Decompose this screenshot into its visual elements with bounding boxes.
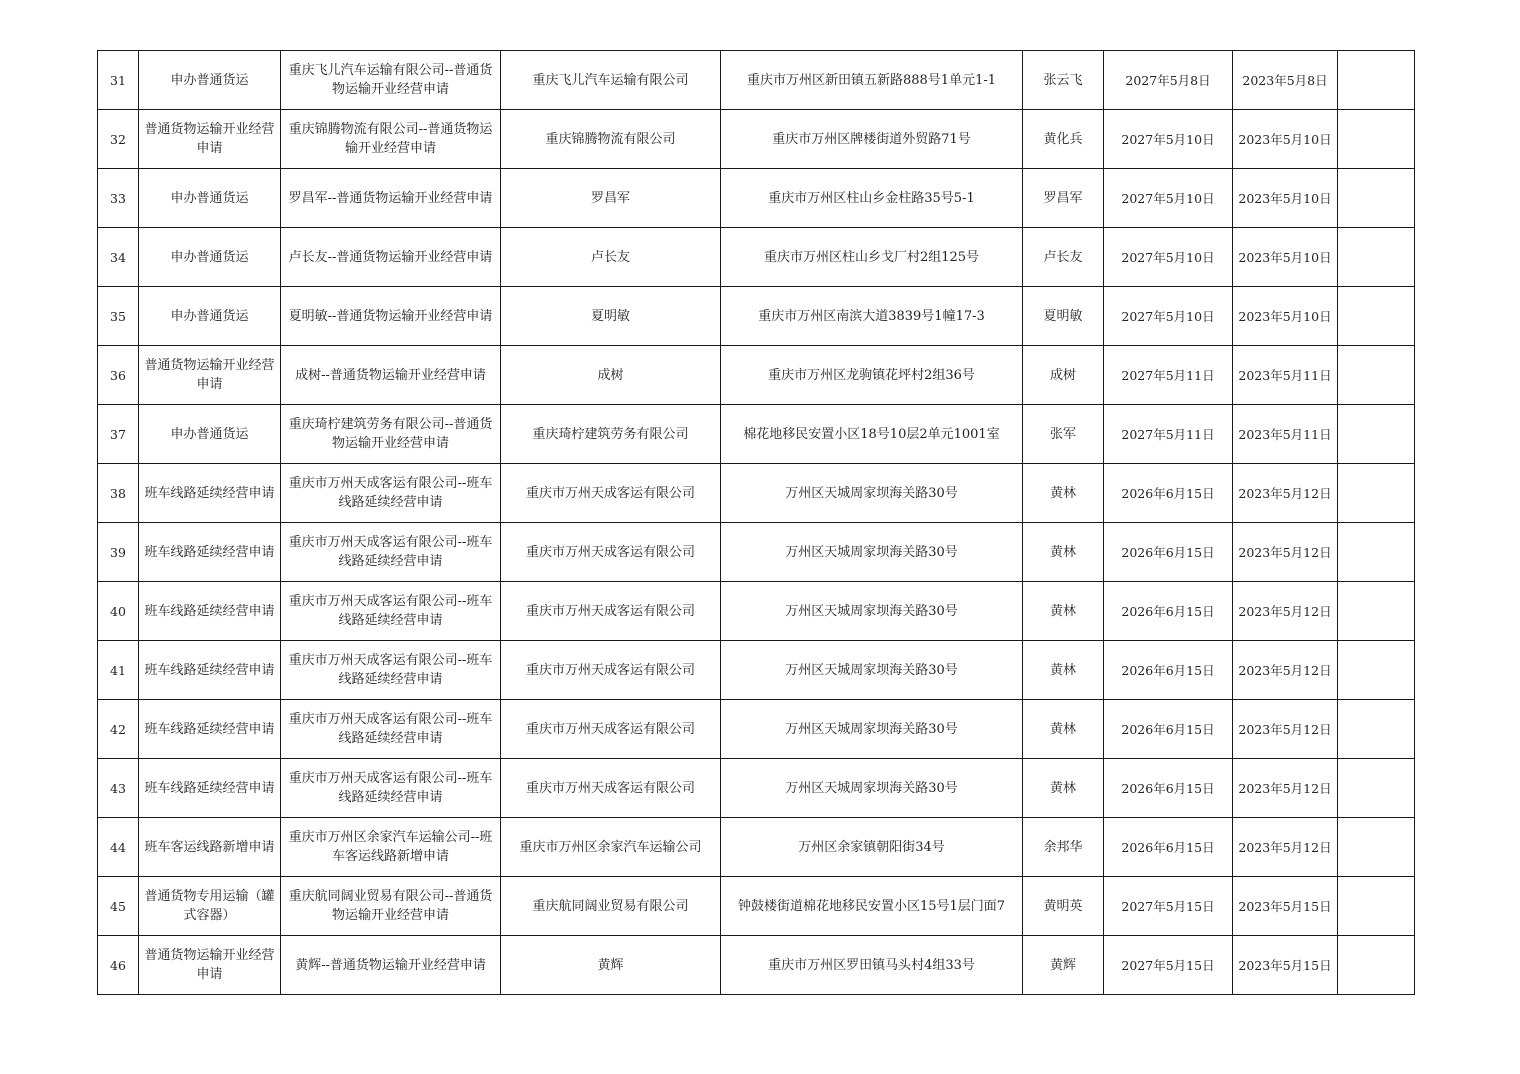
row-number-cell: 39 [98, 523, 139, 582]
contact-person-cell: 张云飞 [1023, 51, 1104, 110]
remark-cell [1338, 641, 1415, 700]
company-name-cell: 重庆市万州天成客运有限公司 [501, 641, 721, 700]
row-number-cell: 44 [98, 818, 139, 877]
issue-date-cell: 2023年5月12日 [1233, 641, 1338, 700]
remark-cell [1338, 818, 1415, 877]
application-item-cell: 重庆市万州天成客运有限公司--班车线路延续经营申请 [281, 641, 501, 700]
row-number-cell: 40 [98, 582, 139, 641]
row-number-cell: 34 [98, 228, 139, 287]
remark-cell [1338, 759, 1415, 818]
application-type-cell: 班车线路延续经营申请 [139, 759, 281, 818]
application-type-cell: 申办普通货运 [139, 287, 281, 346]
row-number-cell: 43 [98, 759, 139, 818]
contact-person-cell: 张军 [1023, 405, 1104, 464]
address-cell: 万州区天城周家坝海关路30号 [721, 700, 1023, 759]
remark-cell [1338, 228, 1415, 287]
company-name-cell: 重庆市万州天成客运有限公司 [501, 582, 721, 641]
contact-person-cell: 黄林 [1023, 700, 1104, 759]
table-row [98, 818, 1415, 877]
row-number-cell: 38 [98, 464, 139, 523]
expiry-date-cell: 2026年6月15日 [1104, 759, 1233, 818]
application-type-cell: 普通货物运输开业经营申请 [139, 346, 281, 405]
remark-cell [1338, 346, 1415, 405]
expiry-date-cell: 2026年6月15日 [1104, 700, 1233, 759]
issue-date-cell: 2023年5月12日 [1233, 700, 1338, 759]
expiry-date-cell: 2026年6月15日 [1104, 464, 1233, 523]
expiry-date-cell: 2027年5月10日 [1104, 110, 1233, 169]
table-row [98, 110, 1415, 169]
address-cell: 万州区天城周家坝海关路30号 [721, 523, 1023, 582]
company-name-cell: 重庆市万州天成客运有限公司 [501, 523, 721, 582]
issue-date-cell: 2023年5月12日 [1233, 523, 1338, 582]
address-cell: 万州区天城周家坝海关路30号 [721, 464, 1023, 523]
address-cell: 棉花地移民安置小区18号10层2单元1001室 [721, 405, 1023, 464]
application-type-cell: 班车线路延续经营申请 [139, 582, 281, 641]
company-name-cell: 重庆市万州天成客运有限公司 [501, 464, 721, 523]
contact-person-cell: 夏明敏 [1023, 287, 1104, 346]
contact-person-cell: 黄林 [1023, 523, 1104, 582]
row-number-cell: 37 [98, 405, 139, 464]
address-cell: 万州区余家镇朝阳街34号 [721, 818, 1023, 877]
row-number-cell: 31 [98, 51, 139, 110]
company-name-cell: 重庆锦腾物流有限公司 [501, 110, 721, 169]
issue-date-cell: 2023年5月10日 [1233, 110, 1338, 169]
address-cell: 重庆市万州区新田镇五新路888号1单元1-1 [721, 51, 1023, 110]
issue-date-cell: 2023年5月15日 [1233, 936, 1338, 995]
application-type-cell: 班车线路延续经营申请 [139, 641, 281, 700]
remark-cell [1338, 169, 1415, 228]
application-item-cell: 卢长友--普通货物运输开业经营申请 [281, 228, 501, 287]
expiry-date-cell: 2027年5月10日 [1104, 228, 1233, 287]
issue-date-cell: 2023年5月10日 [1233, 287, 1338, 346]
contact-person-cell: 黄林 [1023, 464, 1104, 523]
application-type-cell: 班车线路延续经营申请 [139, 700, 281, 759]
expiry-date-cell: 2027年5月10日 [1104, 287, 1233, 346]
application-item-cell: 重庆市万州天成客运有限公司--班车线路延续经营申请 [281, 582, 501, 641]
company-name-cell: 黄辉 [501, 936, 721, 995]
table-row [98, 523, 1415, 582]
remark-cell [1338, 51, 1415, 110]
contact-person-cell: 卢长友 [1023, 228, 1104, 287]
remark-cell [1338, 700, 1415, 759]
expiry-date-cell: 2026年6月15日 [1104, 818, 1233, 877]
issue-date-cell: 2023年5月11日 [1233, 346, 1338, 405]
contact-person-cell: 黄林 [1023, 582, 1104, 641]
expiry-date-cell: 2026年6月15日 [1104, 523, 1233, 582]
application-item-cell: 黄辉--普通货物运输开业经营申请 [281, 936, 501, 995]
application-type-cell: 班车客运线路新增申请 [139, 818, 281, 877]
application-type-cell: 申办普通货运 [139, 228, 281, 287]
expiry-date-cell: 2027年5月15日 [1104, 936, 1233, 995]
expiry-date-cell: 2026年6月15日 [1104, 641, 1233, 700]
table-row [98, 228, 1415, 287]
address-cell: 钟鼓楼街道棉花地移民安置小区15号1层门面7 [721, 877, 1023, 936]
issue-date-cell: 2023年5月10日 [1233, 169, 1338, 228]
application-item-cell: 重庆市万州天成客运有限公司--班车线路延续经营申请 [281, 523, 501, 582]
table-row [98, 287, 1415, 346]
table-row [98, 346, 1415, 405]
row-number-cell: 41 [98, 641, 139, 700]
row-number-cell: 36 [98, 346, 139, 405]
company-name-cell: 卢长友 [501, 228, 721, 287]
issue-date-cell: 2023年5月8日 [1233, 51, 1338, 110]
remark-cell [1338, 464, 1415, 523]
company-name-cell: 罗昌军 [501, 169, 721, 228]
application-item-cell: 夏明敏--普通货物运输开业经营申请 [281, 287, 501, 346]
remark-cell [1338, 287, 1415, 346]
address-cell: 万州区天城周家坝海关路30号 [721, 582, 1023, 641]
application-type-cell: 普通货物运输开业经营申请 [139, 110, 281, 169]
address-cell: 万州区天城周家坝海关路30号 [721, 641, 1023, 700]
remark-cell [1338, 405, 1415, 464]
table-row [98, 405, 1415, 464]
table-row [98, 582, 1415, 641]
address-cell: 重庆市万州区柱山乡金柱路35号5-1 [721, 169, 1023, 228]
address-cell: 重庆市万州区柱山乡戈厂村2组125号 [721, 228, 1023, 287]
table-row [98, 51, 1415, 110]
document-page [97, 50, 1415, 995]
application-type-cell: 普通货物专用运输（罐式容器） [139, 877, 281, 936]
expiry-date-cell: 2027年5月11日 [1104, 405, 1233, 464]
row-number-cell: 45 [98, 877, 139, 936]
remark-cell [1338, 936, 1415, 995]
application-type-cell: 班车线路延续经营申请 [139, 523, 281, 582]
issue-date-cell: 2023年5月10日 [1233, 228, 1338, 287]
table-row [98, 877, 1415, 936]
contact-person-cell: 余邦华 [1023, 818, 1104, 877]
company-name-cell: 重庆市万州天成客运有限公司 [501, 700, 721, 759]
application-item-cell: 重庆市万州天成客运有限公司--班车线路延续经营申请 [281, 700, 501, 759]
application-type-cell: 申办普通货运 [139, 405, 281, 464]
application-type-cell: 申办普通货运 [139, 51, 281, 110]
company-name-cell: 重庆市万州天成客运有限公司 [501, 759, 721, 818]
table-row [98, 700, 1415, 759]
contact-person-cell: 黄明英 [1023, 877, 1104, 936]
contact-person-cell: 成树 [1023, 346, 1104, 405]
address-cell: 万州区天城周家坝海关路30号 [721, 759, 1023, 818]
address-cell: 重庆市万州区牌楼街道外贸路71号 [721, 110, 1023, 169]
row-number-cell: 32 [98, 110, 139, 169]
row-number-cell: 35 [98, 287, 139, 346]
address-cell: 重庆市万州区龙驹镇花坪村2组36号 [721, 346, 1023, 405]
remark-cell [1338, 877, 1415, 936]
issue-date-cell: 2023年5月12日 [1233, 582, 1338, 641]
application-item-cell: 重庆锦腾物流有限公司--普通货物运输开业经营申请 [281, 110, 501, 169]
expiry-date-cell: 2027年5月11日 [1104, 346, 1233, 405]
expiry-date-cell: 2027年5月10日 [1104, 169, 1233, 228]
application-item-cell: 重庆市万州区余家汽车运输公司--班车客运线路新增申请 [281, 818, 501, 877]
application-item-cell: 重庆飞儿汽车运输有限公司--普通货物运输开业经营申请 [281, 51, 501, 110]
license-table [97, 50, 1415, 995]
table-row [98, 169, 1415, 228]
remark-cell [1338, 110, 1415, 169]
company-name-cell: 重庆琦柠建筑劳务有限公司 [501, 405, 721, 464]
company-name-cell: 夏明敏 [501, 287, 721, 346]
company-name-cell: 重庆飞儿汽车运输有限公司 [501, 51, 721, 110]
application-item-cell: 成树--普通货物运输开业经营申请 [281, 346, 501, 405]
contact-person-cell: 罗昌军 [1023, 169, 1104, 228]
company-name-cell: 成树 [501, 346, 721, 405]
table-row [98, 936, 1415, 995]
table-row [98, 641, 1415, 700]
table-row [98, 464, 1415, 523]
expiry-date-cell: 2026年6月15日 [1104, 582, 1233, 641]
company-name-cell: 重庆航同阔业贸易有限公司 [501, 877, 721, 936]
remark-cell [1338, 582, 1415, 641]
remark-cell [1338, 523, 1415, 582]
application-type-cell: 普通货物运输开业经营申请 [139, 936, 281, 995]
application-item-cell: 重庆市万州天成客运有限公司--班车线路延续经营申请 [281, 759, 501, 818]
issue-date-cell: 2023年5月12日 [1233, 818, 1338, 877]
application-item-cell: 重庆航同阔业贸易有限公司--普通货物运输开业经营申请 [281, 877, 501, 936]
issue-date-cell: 2023年5月12日 [1233, 759, 1338, 818]
issue-date-cell: 2023年5月12日 [1233, 464, 1338, 523]
contact-person-cell: 黄林 [1023, 641, 1104, 700]
row-number-cell: 42 [98, 700, 139, 759]
contact-person-cell: 黄化兵 [1023, 110, 1104, 169]
application-item-cell: 罗昌军--普通货物运输开业经营申请 [281, 169, 501, 228]
row-number-cell: 33 [98, 169, 139, 228]
contact-person-cell: 黄辉 [1023, 936, 1104, 995]
table-body [98, 51, 1415, 995]
address-cell: 重庆市万州区罗田镇马头村4组33号 [721, 936, 1023, 995]
table-row [98, 759, 1415, 818]
row-number-cell: 46 [98, 936, 139, 995]
application-type-cell: 班车线路延续经营申请 [139, 464, 281, 523]
expiry-date-cell: 2027年5月15日 [1104, 877, 1233, 936]
application-type-cell: 申办普通货运 [139, 169, 281, 228]
issue-date-cell: 2023年5月15日 [1233, 877, 1338, 936]
application-item-cell: 重庆琦柠建筑劳务有限公司--普通货物运输开业经营申请 [281, 405, 501, 464]
company-name-cell: 重庆市万州区余家汽车运输公司 [501, 818, 721, 877]
expiry-date-cell: 2027年5月8日 [1104, 51, 1233, 110]
issue-date-cell: 2023年5月11日 [1233, 405, 1338, 464]
contact-person-cell: 黄林 [1023, 759, 1104, 818]
address-cell: 重庆市万州区南滨大道3839号1幢17-3 [721, 287, 1023, 346]
application-item-cell: 重庆市万州天成客运有限公司--班车线路延续经营申请 [281, 464, 501, 523]
